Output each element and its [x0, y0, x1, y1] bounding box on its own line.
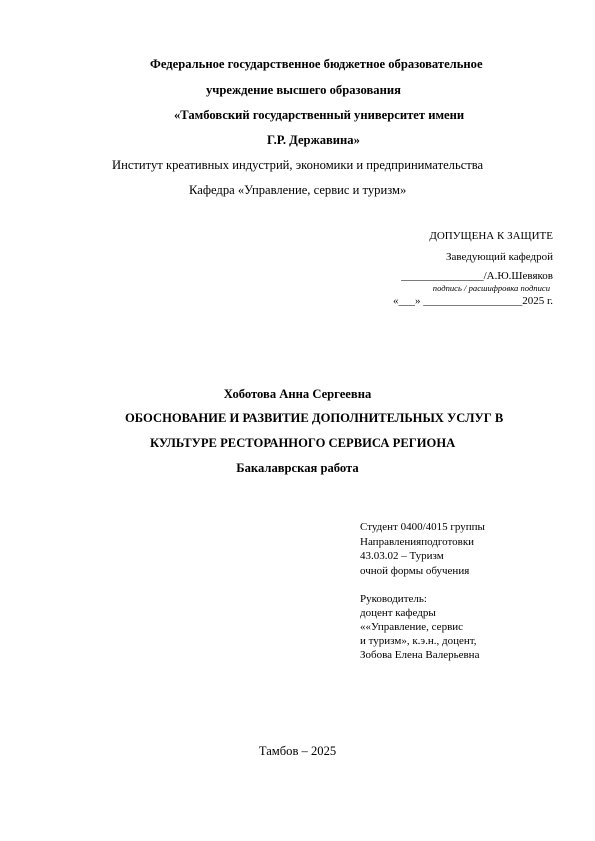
signature-caption: подпись / расшифровка подписи [432, 283, 550, 293]
student-line-1: Студент 0400/4015 группы [360, 521, 485, 533]
header-line-1: Федеральное государственное бюджетное образовательное [150, 57, 483, 71]
work-title-line-2: КУЛЬТУРЕ РЕСТОРАННОГО СЕРВИСА РЕГИОНА [150, 436, 456, 450]
supervisor-line-4: и туризм», к.э.н., доцент, [360, 635, 477, 647]
author-name: Хоботова Анна Сергеевна [223, 387, 372, 401]
student-line-2: Направленияподготовки [360, 536, 475, 548]
work-title-line-1: ОБОСНОВАНИЕ И РАЗВИТИЕ ДОПОЛНИТЕЛЬНЫХ УСЛУГ В [125, 411, 504, 425]
header-line-4: Г.Р. Державина» [267, 133, 360, 147]
approval-date: «___» __________________2025 г. [392, 295, 553, 307]
header-line-2: учреждение высшего образования [206, 83, 401, 97]
supervisor-line-2: доцент кафедры [360, 607, 436, 619]
supervisor-line-1: Руководитель: [360, 593, 427, 605]
signature-line: _______________/А.Ю.Шевяков [401, 270, 553, 282]
department-name: Кафедра «Управление, сервис и туризм» [189, 183, 407, 197]
student-line-3: 43.03.02 – Туризм [360, 550, 444, 562]
institute-name: Институт креативных индустрий, экономики и предпринимательства [112, 158, 484, 172]
supervisor-line-3: ««Управление, сервис [360, 621, 464, 633]
approval-role: Заведующий кафедрой [446, 251, 553, 263]
work-type: Бакалаврская работа [236, 461, 359, 475]
supervisor-line-5: Зобова Елена Валерьевна [360, 649, 480, 661]
city-year: Тамбов – 2025 [258, 744, 337, 758]
header-line-3: «Тамбовский государственный университет имени [174, 108, 465, 122]
student-line-4: очной формы обучения [360, 565, 470, 577]
approval-title: ДОПУЩЕНА К ЗАЩИТЕ [429, 230, 553, 242]
